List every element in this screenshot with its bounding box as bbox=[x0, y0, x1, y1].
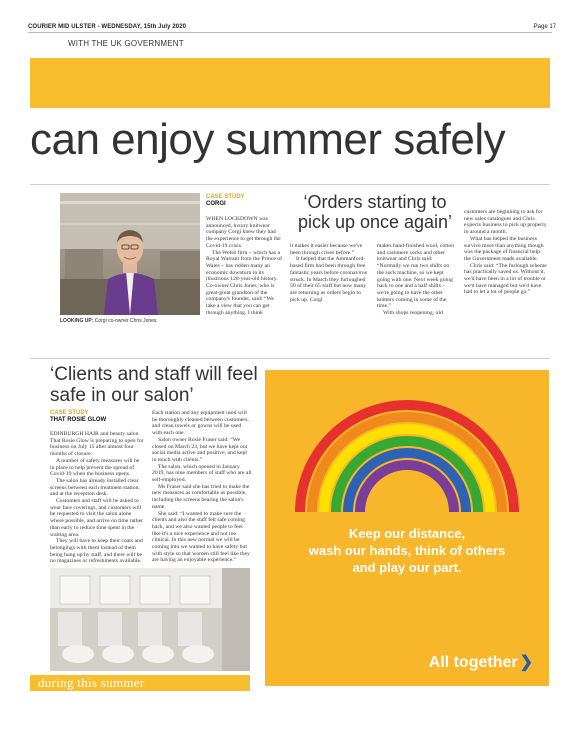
caption-lead: LOOKING UP: bbox=[60, 318, 94, 324]
poster-line-1: Keep our distance, bbox=[348, 526, 466, 541]
salon-col1-p3: The salon has already installed clear screens between each treatment station, and at the reception desk. bbox=[50, 477, 140, 498]
corgi-col3-p1: makes hand-finished wool, cotton and cashmere socks and other knitwear and Chris said: “Normally we run two shifts on the sock machine, so we kept going with one. Next week going back to one and a half shifts – we're going to have the other knitters coming in some of the time.” bbox=[377, 243, 455, 310]
masthead-rule bbox=[28, 32, 552, 33]
page-number: Page 17 bbox=[533, 24, 556, 30]
salon-illustration bbox=[50, 568, 250, 671]
chevron-right-icon: ❯ bbox=[519, 654, 533, 671]
headline: can enjoy summer safely bbox=[30, 115, 506, 164]
poster-line-3: and play our part. bbox=[352, 560, 462, 575]
salon-col2-p2: Salon owner Rosie Fraser said: “We closed on March 23, but we have kept our social media active and positive, and kept in touch with clients.” bbox=[152, 436, 248, 463]
corgi-kicker: CASE STUDY bbox=[206, 194, 245, 200]
salon-col1-p1: EDINBURGH HAIR and beauty salon That Rosie Glow is preparing to open for business on July 15 after almost four months of closure. bbox=[50, 431, 144, 458]
section-rule bbox=[30, 358, 550, 359]
corgi-column-2 bbox=[290, 243, 370, 303]
salon-col2-p5: She said: “I wanted to make sure the clients and also the staff felt safe coming back, and we also wanted people to feel like it's a nice experience and not too clinical. In this new normal we will be coming into we wanted to have safety but with style so that women still feel like they are having an enjoyable experience.” bbox=[152, 510, 250, 564]
caption-text: Corgi co-owner Chris Jones. bbox=[93, 318, 158, 324]
corgi-column-1 bbox=[206, 216, 284, 317]
poster-line-2: wash our hands, think of others bbox=[308, 543, 506, 558]
corgi-col4-p1: customers are beginning to ask for new sales catalogues and Chris expects business to pick up properly in around a month. bbox=[464, 209, 547, 236]
rainbow-band-6 bbox=[360, 465, 454, 512]
salon-col1-p4: Customers and staff will be asked to wear face coverings, and customers will be requested to visit the salon alone where possible, and arrive on time rather than early to reduce time spent in the waiting area. bbox=[50, 498, 144, 538]
strap-line: WITH THE UK GOVERNMENT bbox=[68, 39, 184, 48]
salon-col2-p3: The salon, which opened in January 2019, has nine members of staff who are all self-employed. bbox=[152, 463, 252, 484]
poster-cta-text: All together bbox=[428, 654, 518, 671]
corgi-col2-p1: it makes it easier because we've been through crises before.” bbox=[290, 243, 363, 256]
salon-col2-p4: Ms Fraser said she has tried to make the new measures as comfortable as possible, including the screens bearing the salon's name. bbox=[152, 483, 250, 510]
top-yellow-band bbox=[30, 58, 550, 108]
salon-column-2 bbox=[152, 410, 252, 564]
salon-col2-p1: Each station and any equipment used will be thoroughly cleaned between customers, and clean towels or gowns will be used with each one. bbox=[152, 410, 249, 437]
salon-column-1 bbox=[50, 431, 145, 565]
photo-illustration bbox=[60, 193, 200, 315]
poster-cta bbox=[429, 652, 533, 672]
corgi-col1-p2: The Welsh firm – which has a Royal Warrant from the Prince of Wales – has ridden many an economic downturn in its illustrious 128-year-old history. Co-owner Chris Jones, who is great-great grandson of the company's founder, said: “We take a view that you can get through anything. I think bbox=[206, 249, 283, 316]
summer-strip-text: during this summer bbox=[38, 675, 145, 690]
corgi-subject: CORGI bbox=[206, 201, 226, 207]
photo-salon-interior bbox=[50, 568, 250, 671]
corgi-pull-quote: ‘Orders starting to pick up once again’ bbox=[297, 192, 453, 232]
corgi-col2-p2: It helped that the Ammanford-based firm had been through free fantastic years before coronavirus struck. In March they furloughed 50 of their 65 staff but now many are returning as orders begin to pick up. Corgi bbox=[290, 256, 367, 303]
corgi-column-3 bbox=[377, 243, 457, 317]
salon-subject: THAT ROSIE GLOW bbox=[50, 417, 107, 423]
photo-caption bbox=[60, 318, 200, 324]
all-together-poster bbox=[265, 370, 549, 686]
photo-chris-jones bbox=[60, 193, 200, 315]
salon-col1-p5: They will have to keep their coats and belongings with them instead of them being hung up by staff, and there will be no magazines or refreshments available. bbox=[50, 538, 143, 565]
salon-pull-quote: ‘Clients and staff will feel safe in our salon’ bbox=[50, 364, 258, 406]
corgi-col4-p2: What has helped the business survive more than anything though was the package of financial help the Government made available. bbox=[464, 235, 544, 262]
masthead-paper: COURIER MID ULSTER - WEDNESDAY, 15th July 2020 bbox=[28, 24, 187, 30]
salon-col1-p2: A number of safety measures will be in place to help prevent the spread of Covid-19 when the business opens. bbox=[50, 457, 140, 478]
corgi-col1-p1: WHEN LOCKDOWN was announced, luxury knitwear company Corgi knew they had the experience to get through the Covid-19 crisis. bbox=[206, 216, 281, 249]
corgi-column-4 bbox=[464, 209, 548, 296]
headline-rule bbox=[30, 184, 550, 185]
poster-message bbox=[265, 525, 549, 576]
corgi-col4-p3: Chris said: “The furlough scheme has practically saved us. Without it, we'd have been in a lot of trouble or we'd have managed but we'd have had to let a lot of people go.” bbox=[464, 262, 547, 296]
salon-kicker: CASE STUDY bbox=[50, 410, 89, 416]
corgi-col3-p2: With shops reopening, old bbox=[383, 310, 443, 317]
